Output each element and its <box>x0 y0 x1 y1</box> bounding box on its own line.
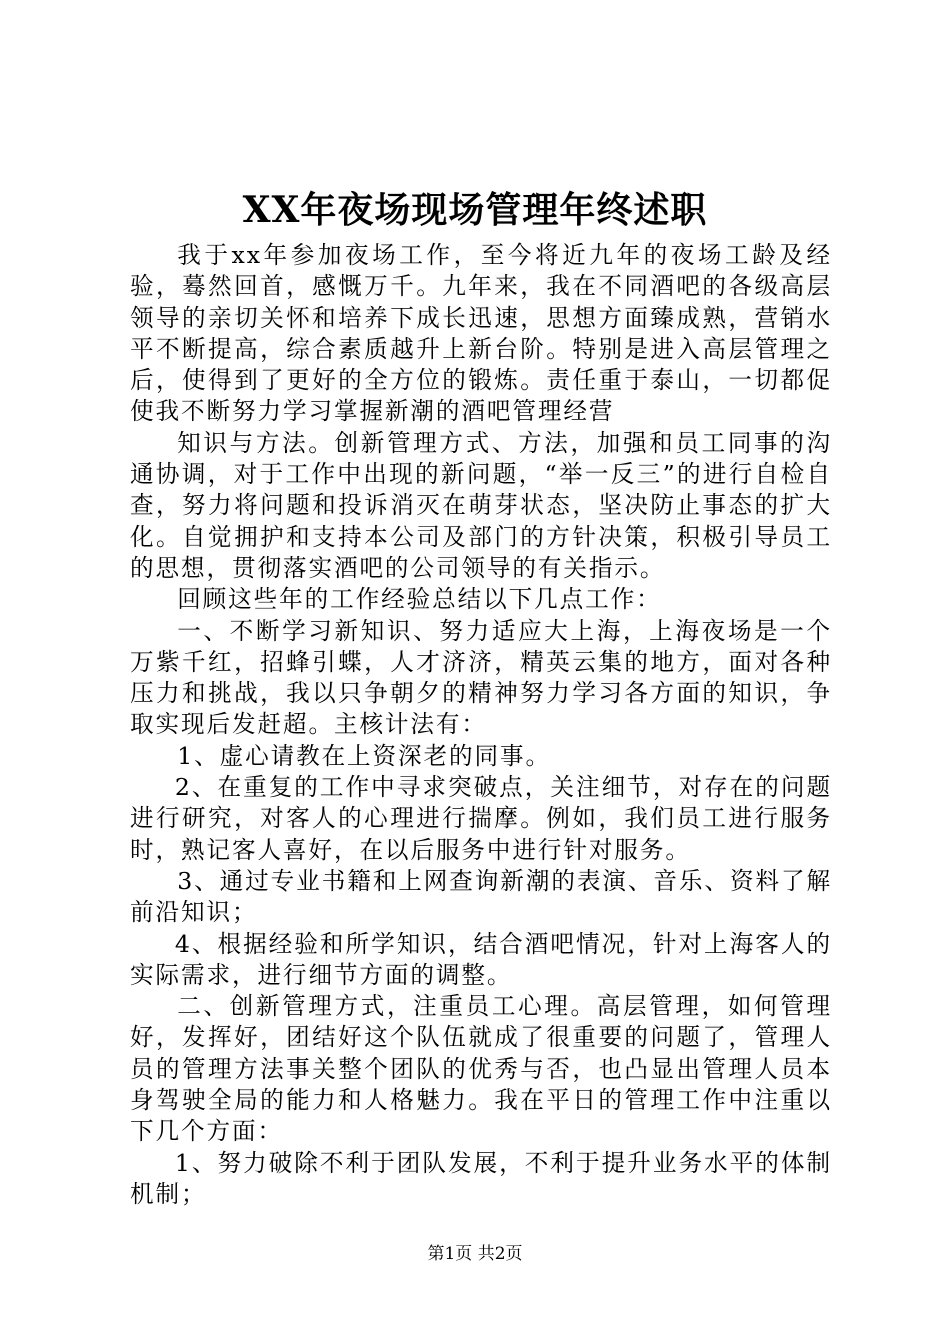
paragraph: 3、通过专业书籍和上网查询新潮的表演、音乐、资料了解前沿知识； <box>130 866 832 927</box>
document-title: XX年夜场现场管理年终述职 <box>242 189 708 231</box>
paragraph: 我于xx年参加夜场工作，至今将近九年的夜场工龄及经验，蓦然回首，感慨万千。九年来，我在不同酒吧的各级高层领导的亲切关怀和培养下成长迅速，思想方面臻成熟，营销水平不断提高，综合素质越升上新台阶。特别是进入高层管理之后，使得到了更好的全方位的锻炼。责任重于泰山，一切都促使我不断努力学习掌握新潮的酒吧管理经营 <box>130 241 832 426</box>
paragraph: 二、创新管理方式，注重员工心理。高层管理，如何管理好，发挥好，团结好这个队伍就成了很重要的问题了，管理人员的管理方法事关整个团队的优秀与否，也凸显出管理人员本身驾驶全局的能力和人格魅力。我在平日的管理工作中注重以下几个方面： <box>130 992 832 1146</box>
paragraph: 2、在重复的工作中寻求突破点，关注细节，对存在的问题进行研究，对客人的心理进行揣摩。例如，我们员工进行服务时，熟记客人喜好，在以后服务中进行针对服务。 <box>130 773 832 864</box>
paragraph: 1、努力破除不利于团队发展，不利于提升业务水平的体制机制； <box>130 1148 832 1208</box>
paragraph: 一、不断学习新知识、努力适应大上海，上海夜场是一个万紫千红，招蜂引蝶，人才济济，精英云集的地方，面对各种压力和挑战，我以只争朝夕的精神努力学习各方面的知识，争取实现后发赶超。主核计法有： <box>130 616 832 739</box>
paragraph: 4、根据经验和所学知识，结合酒吧情况，针对上海客人的实际需求，进行细节方面的调整。 <box>130 929 832 989</box>
paragraph: 知识与方法。创新管理方式、方法，加强和员工同事的沟通协调，对于工作中出现的新问题，“举一反三”的进行自检自查，努力将问题和投诉消灭在萌芽状态，坚决防止事态的扩大化。自觉拥护和支持本公司及部门的方针决策，积极引导员工的思想，贯彻落实酒吧的公司领导的有关指示。 <box>130 428 832 582</box>
paragraph: 回顾这些年的工作经验总结以下几点工作： <box>177 585 662 614</box>
paragraph: 1、虚心请教在上资深老的同事。 <box>177 741 552 770</box>
document-body <box>130 240 832 1210</box>
page-footer: 第1页 共2页 <box>427 1244 523 1264</box>
